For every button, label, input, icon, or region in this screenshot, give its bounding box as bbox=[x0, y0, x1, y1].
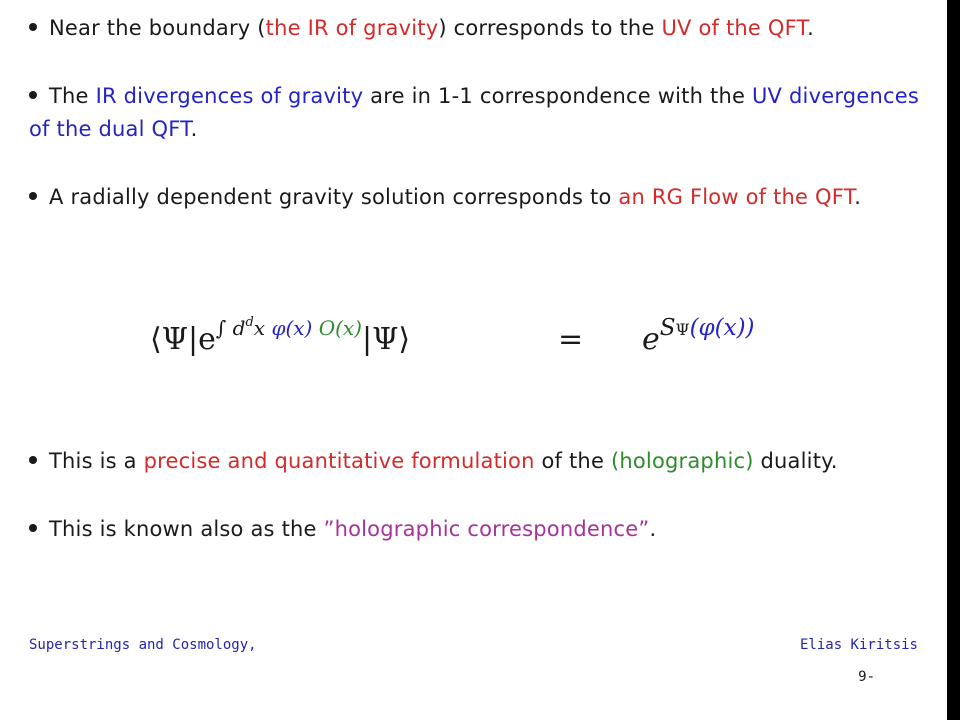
highlight-ir-gravity: the IR of gravity bbox=[265, 16, 439, 40]
equation-integral: ∫ d bbox=[215, 316, 246, 340]
equation-equals: = bbox=[558, 322, 584, 357]
bullet-holographic-correspondence bbox=[29, 513, 919, 546]
equation-psi-subscript: Ψ bbox=[675, 320, 690, 339]
equation-exp-base: e bbox=[642, 322, 660, 357]
bullet-text: ) corresponds to the bbox=[438, 16, 662, 40]
footer-author: Elias Kiritsis bbox=[799, 637, 918, 653]
equation-rhs-argument: (φ(x)) bbox=[689, 315, 755, 341]
bullet-text: duality. bbox=[753, 449, 838, 473]
bullet-text: of the bbox=[534, 449, 611, 473]
highlight-rg-flow: an RG Flow of the QFT bbox=[618, 185, 855, 209]
equation-ket: |Ψ⟩ bbox=[361, 322, 411, 357]
equation-action: S bbox=[659, 315, 676, 341]
bullet-dot-icon bbox=[29, 456, 37, 464]
holographic-equation bbox=[0, 300, 947, 390]
bullet-dot-icon bbox=[29, 91, 37, 99]
bullet-dot-icon bbox=[29, 23, 37, 31]
equation-phi-source: φ(x) bbox=[271, 316, 319, 340]
bullet-text: This is known also as the bbox=[49, 517, 324, 541]
equation-bra: ⟨Ψ|e bbox=[150, 322, 216, 357]
equation-x: x bbox=[253, 316, 272, 340]
bullet-rg-flow bbox=[29, 181, 919, 214]
bullet-text: are in 1-1 correspondence with the bbox=[363, 84, 752, 108]
equation-dimension: d bbox=[245, 315, 254, 330]
highlight-uv-qft: UV of the QFT bbox=[661, 16, 808, 40]
bullet-near-boundary bbox=[29, 12, 919, 45]
equation-exponent bbox=[216, 316, 362, 340]
bullet-text: . bbox=[807, 16, 814, 40]
bullet-text: The bbox=[49, 84, 96, 108]
bullet-text: . bbox=[854, 185, 862, 209]
equation-rhs-exponent bbox=[660, 315, 755, 341]
bullet-dot-icon bbox=[29, 192, 37, 200]
bullet-ir-divergences bbox=[29, 80, 919, 146]
bullet-text: . bbox=[649, 517, 657, 541]
bullet-precise-formulation bbox=[29, 445, 919, 478]
bullet-text: A radially dependent gravity solution corresponds to bbox=[49, 185, 619, 209]
footer-talk-title: Superstrings and Cosmology, bbox=[29, 637, 257, 653]
bullet-text: . bbox=[190, 117, 198, 141]
highlight-ir-divergences: IR divergences of gravity bbox=[95, 84, 364, 108]
bullet-text: This is a bbox=[49, 449, 144, 473]
highlight-holographic-correspondence: ”holographic correspondence” bbox=[323, 517, 650, 541]
bullet-text: Near the boundary ( bbox=[49, 16, 266, 40]
bullet-dot-icon bbox=[29, 524, 37, 532]
highlight-holographic: (holographic) bbox=[610, 449, 754, 473]
equation-rhs bbox=[642, 315, 755, 357]
highlight-precise-formulation: precise and quantitative formulation bbox=[143, 449, 535, 473]
equation-operator: O(x) bbox=[318, 316, 362, 340]
highlight-uv-divergences: UV divergences of the dual QFT bbox=[29, 84, 919, 141]
page-number: 9- bbox=[858, 669, 875, 685]
equation-lhs bbox=[150, 315, 411, 357]
